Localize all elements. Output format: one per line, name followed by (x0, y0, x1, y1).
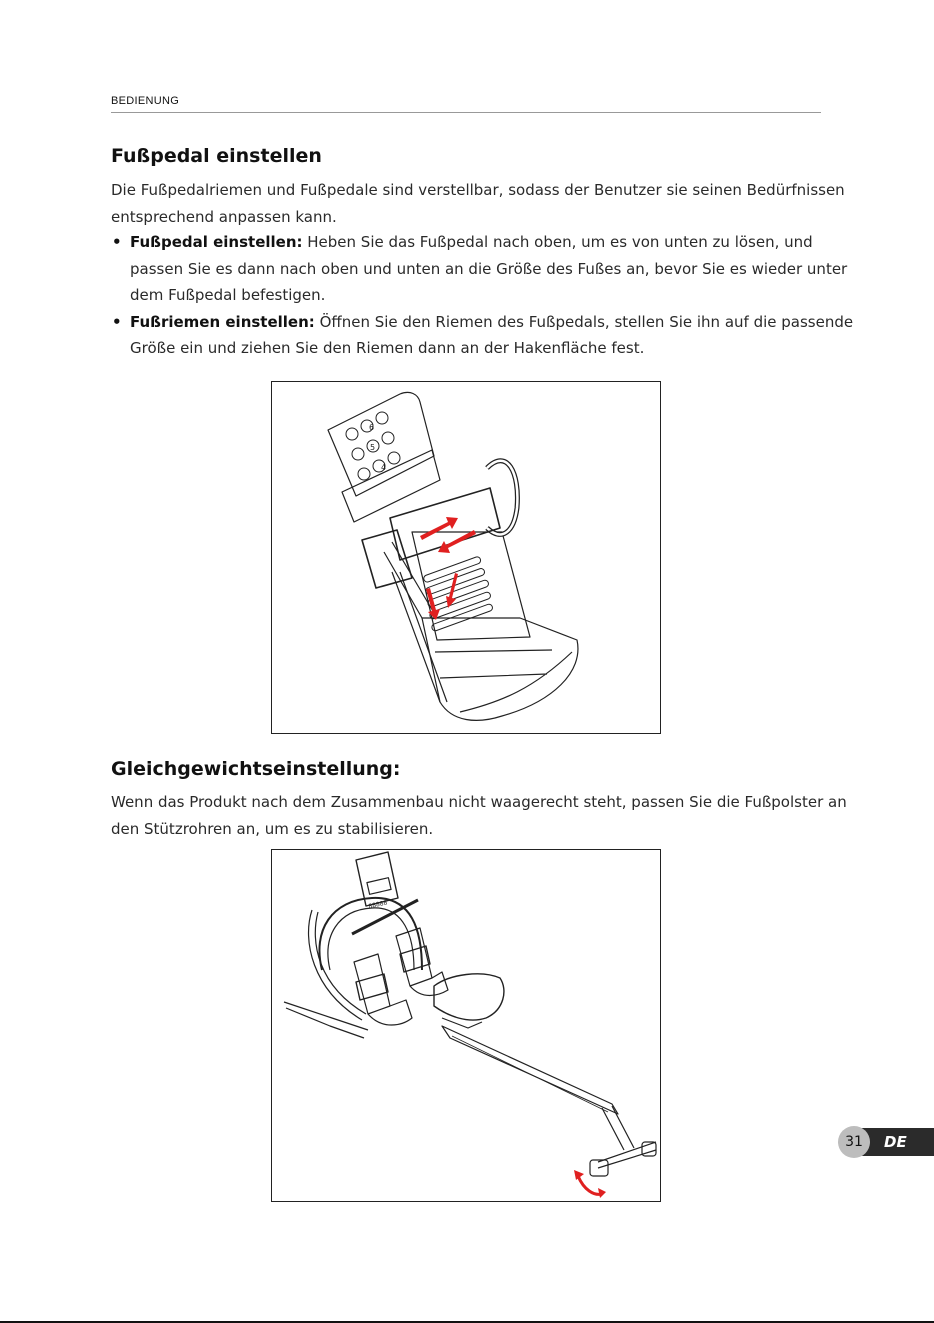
footplate-slots (423, 556, 494, 632)
adjustment-arrowhead-bottom (598, 1188, 606, 1198)
bullet-icon: • (112, 312, 122, 331)
foot-pedal-heading: Fußpedal einstellen (111, 145, 322, 167)
bullet-term: Fußpedal einstellen: (130, 233, 303, 251)
list-item (111, 229, 856, 309)
page-number: 31 (838, 1126, 870, 1158)
balance-heading: Gleichgewichtseinstellung: (111, 758, 401, 780)
list-item (111, 309, 856, 362)
heel-cup-shape (422, 618, 578, 720)
rear-foot-tube (598, 1142, 656, 1168)
water-tank-frame (309, 910, 366, 1020)
pedal-number-5: 5 (370, 443, 376, 452)
rear-leg (602, 1106, 634, 1150)
balance-text: Wenn das Produkt nach dem Zusammenbau nicht waagerecht steht, passen Sie die Fußpolster an den Stützrohren an, um es zu stabilisieren. (111, 793, 847, 838)
bullet-text: Heben Sie das Fußpedal nach oben, um es von unten zu lösen, und passen Sie es dann nach oben und unten an die Größe des Fußes an, bevor Sie es wieder unter dem Fußpedal befestigen. (130, 233, 848, 304)
foot-pedal-intro: Die Fußpedalriemen und Fußpedale sind verstellbar, sodass der Benutzer sie seinen Bedürfnissen entsprechend anpassen kann. (111, 181, 845, 226)
monitor-display: 88888 (367, 899, 389, 911)
strap-arrows (420, 517, 476, 553)
monitor-screen (367, 878, 391, 895)
foot-pedal-illustration (272, 382, 660, 733)
language-label: DE (884, 1133, 907, 1151)
bullet-text: Öffnen Sie den Riemen des Fußpedals, stellen Sie ihn auf die passende Größe ein und ziehen Sie den Riemen dann an der Hakenfläche fest. (130, 312, 854, 357)
bullet-icon: • (112, 233, 122, 251)
rowing-machine-illustration (272, 850, 660, 1201)
footplate (412, 532, 530, 640)
page-tab (838, 1126, 934, 1158)
rowing-machine-figure (271, 849, 661, 1202)
monorail (442, 1026, 618, 1114)
adjustment-arrow (578, 1176, 602, 1194)
pedal-top-plate (328, 392, 434, 496)
bullet-term: Fußriemen einstellen: (130, 312, 315, 331)
pedal-number-4: 4 (381, 463, 387, 472)
instruction-list (111, 229, 856, 362)
foot-pedal-figure (271, 381, 661, 734)
monorail-edge (452, 1036, 608, 1112)
pedal-number-6: 6 (369, 423, 375, 432)
header-divider (111, 112, 821, 113)
pedal-arrows (426, 573, 458, 620)
left-foot-pedal (354, 954, 412, 1025)
section-header: BEDIENUNG (111, 95, 180, 107)
heel-cup-lines (435, 650, 572, 712)
